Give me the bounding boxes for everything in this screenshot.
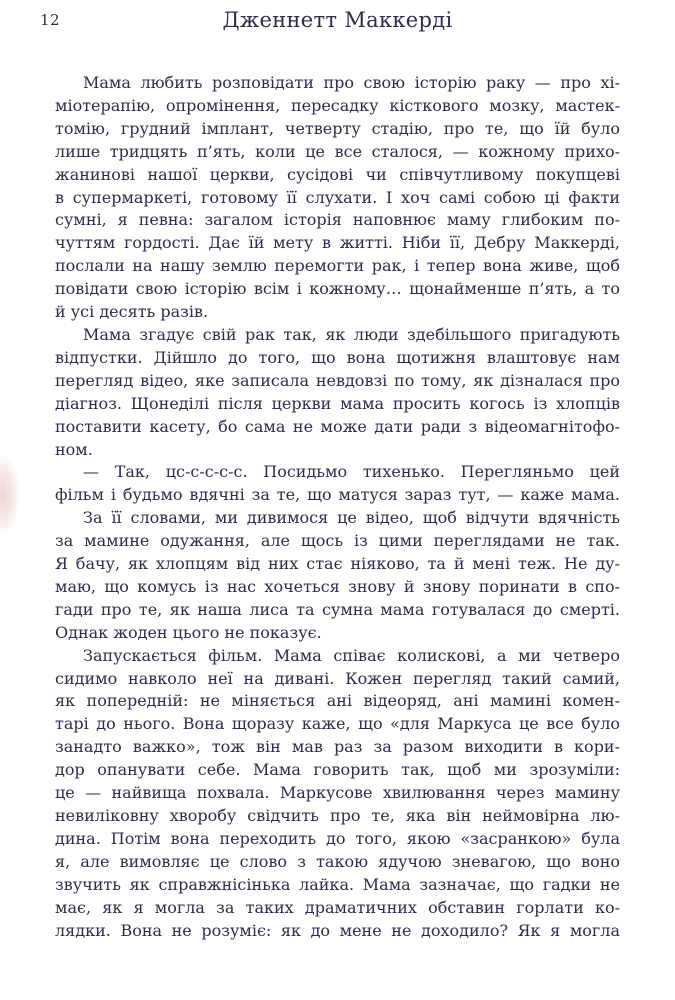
text-line: сумні, я певна: загалом історія наповнює маму глибоким по-	[55, 210, 620, 230]
text-line: ном.	[55, 439, 93, 459]
text-line: я, але вимовляє це слово з такою ядучою зневагою, що воно	[55, 851, 620, 871]
text-line: має, як я могла за таких драматичних обставин горлати ко-	[55, 897, 620, 917]
text-line: сидимо навколо неї на дивані. Кожен перегляд такий самий,	[55, 668, 620, 688]
text-line: маю, що комусь із нас хочеться знову й знову поринати в спо-	[55, 576, 620, 596]
scan-smudge-artifact	[0, 455, 20, 535]
text-line: лише тридцять п’ять, коли це все сталося, — кожному прихо-	[55, 141, 620, 161]
text-line: дор опанувати себе. Мама говорить так, щоб ми зрозуміли:	[55, 760, 620, 780]
text-line: — Так, цс-с-с-с-с. Посидьмо тихенько. Перегляньмо цей	[83, 462, 620, 482]
text-line: поставити касету, бо сама не може дати ради з відеомагнітофо-	[55, 416, 620, 436]
text-line: гади про те, як наша лиса та сумна мама готувалася до смерті.	[55, 599, 620, 619]
text-line: дина. Потім вона переходить до того, якою «засранкою» була	[55, 828, 620, 848]
text-line: чуттям гордості. Дає їй мету в житті. Ніби її, Дебру Маккерді,	[55, 233, 620, 253]
text-line: Однак жоден цього не показує.	[55, 622, 322, 642]
text-line: послали на нашу землю перемогти рак, і тепер вона живе, щоб	[55, 256, 620, 276]
text-line: Мама згадує свій рак так, як люди здебільшого пригадують	[83, 324, 620, 344]
text-line: Я бачу, як хлопцям від них стає ніяково, та й мені теж. Не ду-	[55, 554, 620, 574]
text-line: невиліковну хворобу свідчить про те, яка він неймовірна лю-	[55, 806, 620, 825]
running-head: Дженнетт Маккерді	[222, 8, 453, 32]
paragraph	[55, 507, 620, 644]
text-line: тарі до нього. Вона щоразу каже, що «для Маркуса це все було	[55, 714, 620, 734]
paragraph	[55, 72, 620, 324]
text-line: Запускається фільм. Мама співає колискові, а ми четверо	[83, 645, 620, 665]
text-block	[55, 72, 620, 942]
text-line: За її словами, ми дивимося це відео, щоб відчути вдячність	[83, 508, 620, 528]
text-line: томію, грудний імплант, четверту стадію, про те, що їй було	[55, 118, 620, 138]
page-header	[0, 8, 675, 34]
text-line: відпустки. Дійшло до того, що вона щотижня влаштовує нам	[55, 347, 620, 367]
text-line: діагноз. Щонеділі після церкви мама просить когось із хлопців	[55, 393, 620, 413]
text-line: звучить як справжнісінька лайка. Мама зазначає, що гадки не	[55, 874, 620, 894]
text-line: фільм і будьмо вдячні за те, що матуся зараз тут, — каже мама.	[55, 485, 620, 505]
text-line: жанинові нашої церкви, сусідові чи співчутливому покупцеві	[55, 164, 620, 184]
text-line: й усі десять разів.	[55, 302, 209, 322]
paragraph	[55, 461, 620, 507]
text-line: лядки. Вона не розуміє: як до мене не доходило? Як я могла	[55, 920, 620, 940]
text-line: занадто важко», тож він мав раз за разом виходити в кори-	[55, 737, 620, 757]
text-line: міотерапію, опромінення, пересадку кісткового мозку, мастек-	[55, 95, 620, 115]
text-line: як попередній: не міняється ані відеоряд, ані мамині комен-	[55, 691, 620, 711]
text-line: в супермаркеті, готовому її слухати. І хоч самі собою ці факти	[55, 187, 620, 207]
text-line: Мама любить розповідати про свою історію раку — про хі-	[83, 73, 620, 92]
paragraph	[55, 645, 620, 943]
text-line: за мамине одужання, але щось із цими переглядами не так.	[55, 531, 620, 551]
text-line: перегляд відео, яке записала невдовзі по тому, як дізналася про	[55, 370, 620, 390]
text-line: це — найвища похвала. Маркусове хвилювання через мамину	[55, 783, 620, 803]
paragraph	[55, 324, 620, 461]
page-number: 12	[40, 11, 61, 29]
text-line: повідати свою історію всім і кожному… щонайменше п’ять, а то	[55, 279, 620, 299]
